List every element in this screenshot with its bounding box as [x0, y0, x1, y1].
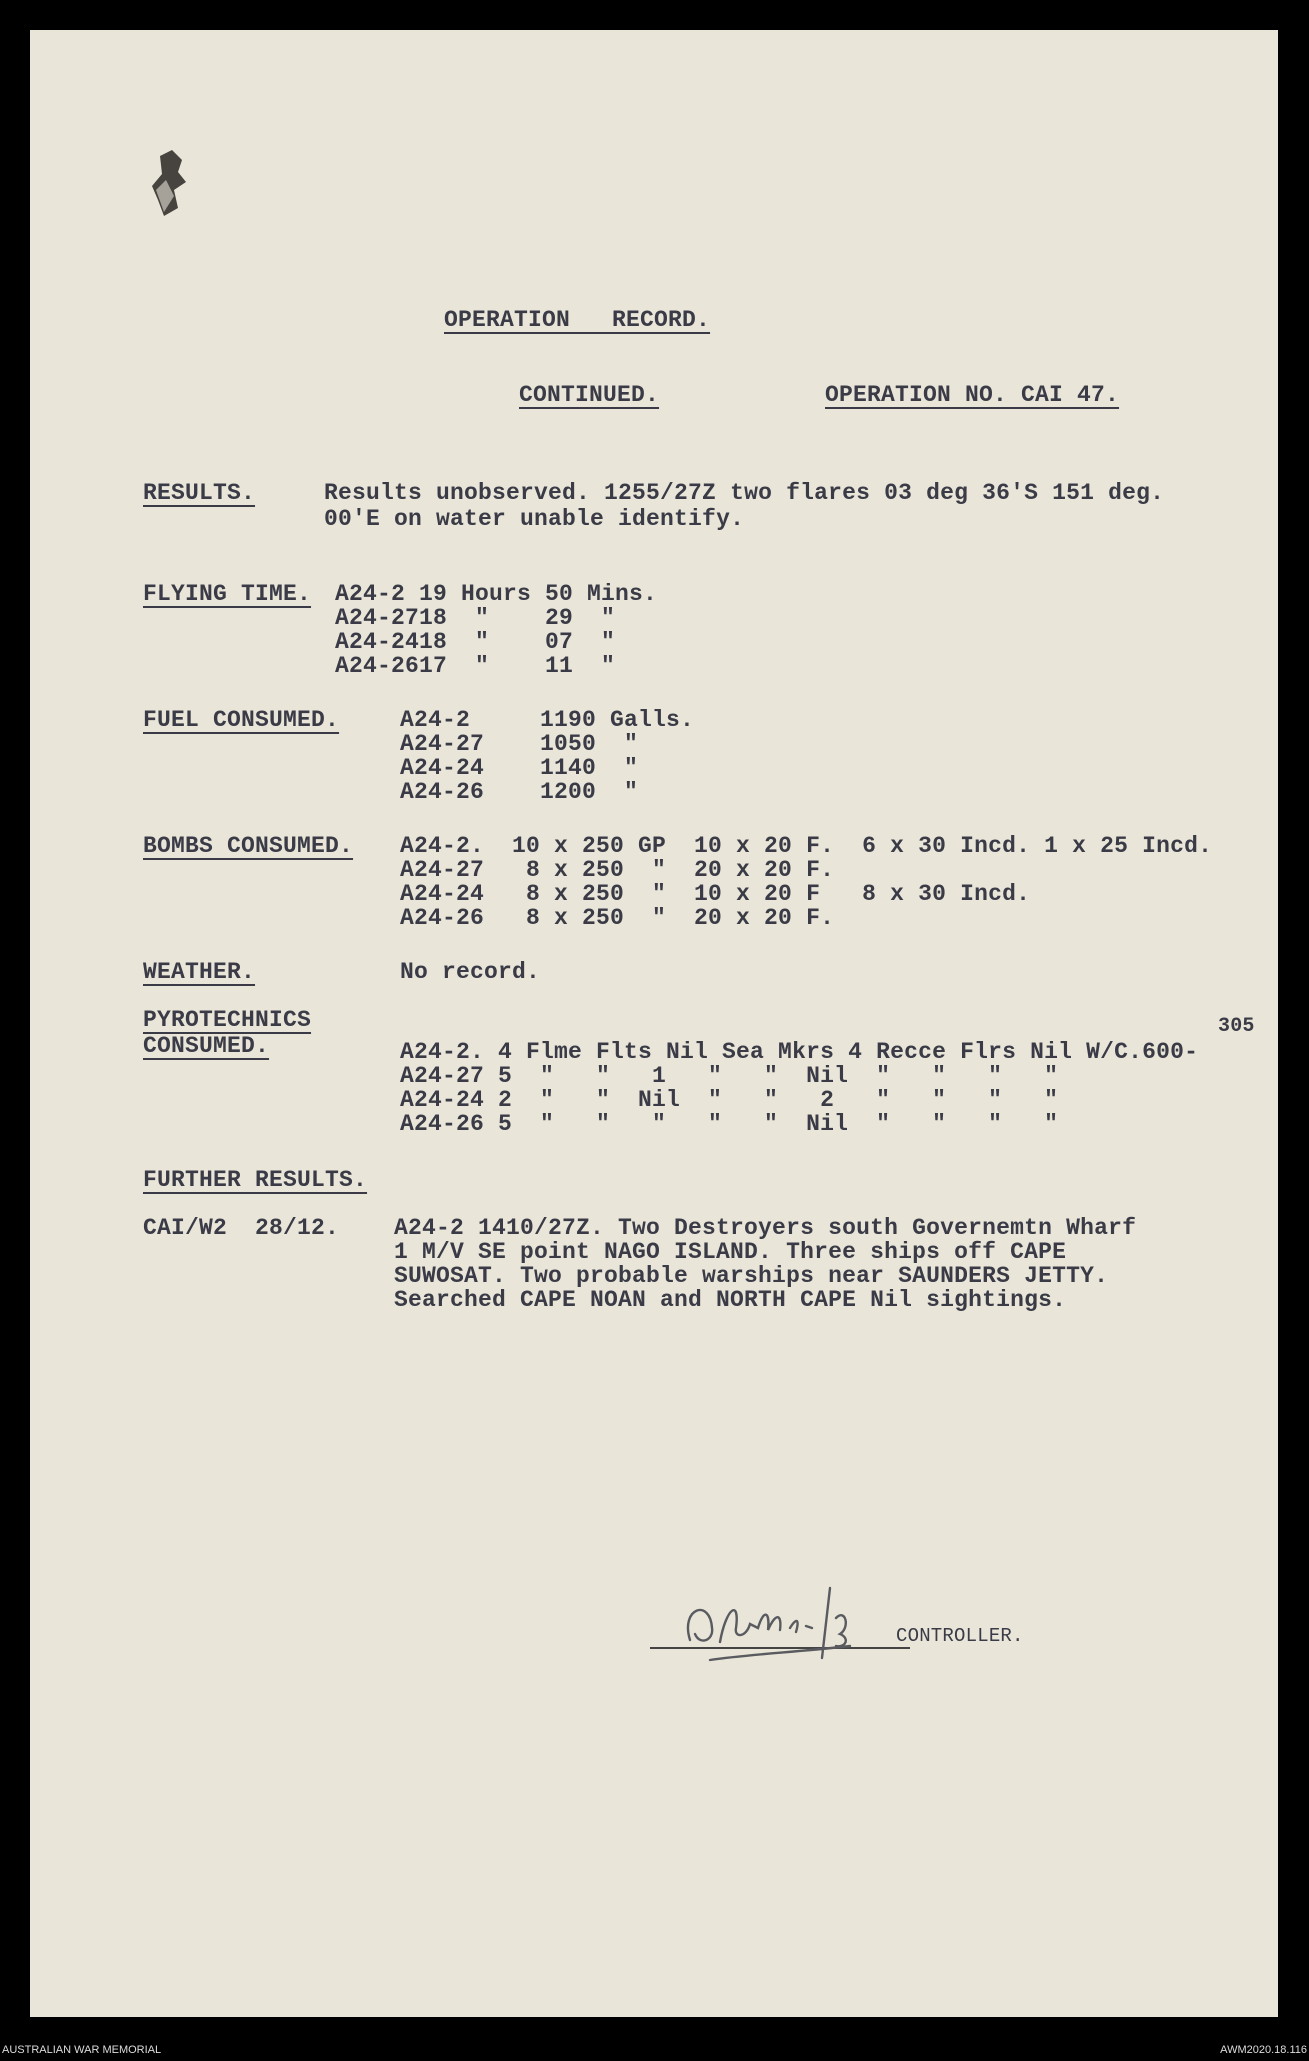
pyrotechnics-label: PYROTECHNICS: [143, 1007, 312, 1033]
operation-number: OPERATION NO. CAI 47.: [825, 382, 1120, 408]
pyrotechnics-row: A24-27 5 " " 1 " " Nil " " " ": [400, 1063, 1059, 1089]
consumed-label: CONSUMED.: [143, 1033, 270, 1059]
fuel-consumed-label: FUEL CONSUMED.: [143, 707, 340, 733]
weather-value: No record.: [400, 959, 541, 985]
fuel-row: A24-26 1200 ": [400, 779, 639, 805]
fuel-row: A24-27 1050 ": [400, 731, 639, 757]
page-title: OPERATION RECORD.: [444, 307, 711, 333]
bombs-row: A24-27 8 x 250 " 20 x 20 F.: [400, 857, 835, 883]
pyrotechnics-row: A24-26 5 " " " " " Nil " " " ": [400, 1111, 1059, 1137]
document-page: [30, 30, 1278, 2017]
flying-time-row: A24-2718 " 29 ": [335, 605, 616, 631]
results-line: Results unobserved. 1255/27Z two flares 03 deg 36'S 151 deg.: [324, 480, 1165, 506]
fuel-row: A24-2 1190 Galls.: [400, 707, 695, 733]
further-results-label: FURTHER RESULTS.: [143, 1167, 368, 1193]
flying-time-row: A24-2 19 Hours 50 Mins.: [335, 581, 658, 607]
further-results-line: 1 M/V SE point NAGO ISLAND. Three ships off CAPE: [394, 1239, 1067, 1265]
handwritten-signature: [650, 1568, 930, 1678]
further-results-ref: CAI/W2 28/12.: [143, 1215, 340, 1241]
pyrotechnics-row: A24-24 2 " " Nil " " 2 " " " ": [400, 1087, 1059, 1113]
flying-time-row: A24-2617 " 11 ": [335, 653, 616, 679]
further-results-line: A24-2 1410/27Z. Two Destroyers south Governemtn Wharf: [394, 1215, 1137, 1241]
bombs-consumed-label: BOMBS CONSUMED.: [143, 833, 354, 859]
footer-catalogue-number: AWM2020.18.116: [1220, 2044, 1307, 2056]
bombs-row: A24-26 8 x 250 " 20 x 20 F.: [400, 905, 835, 931]
pyrotechnics-row: A24-2. 4 Flme Flts Nil Sea Mkrs 4 Recce Flrs Nil W/C.600-: [400, 1039, 1199, 1065]
footer-archive-name: AUSTRALIAN WAR MEMORIAL: [2, 2044, 162, 2056]
controller-label: CONTROLLER.: [896, 1625, 1024, 1647]
results-label: RESULTS.: [143, 480, 256, 506]
results-line: 00'E on water unable identify.: [324, 506, 745, 532]
bombs-row: A24-24 8 x 250 " 10 x 20 F 8 x 30 Incd.: [400, 881, 1031, 907]
weather-label: WEATHER.: [143, 959, 256, 985]
flying-time-row: A24-2418 " 07 ": [335, 629, 616, 655]
pyrotechnics-note: 305: [1218, 1015, 1255, 1038]
further-results-line: Searched CAPE NOAN and NORTH CAPE Nil sightings.: [394, 1287, 1067, 1313]
flying-time-label: FLYING TIME.: [143, 581, 312, 607]
page-damage-hole: [152, 150, 192, 220]
bombs-row: A24-2. 10 x 250 GP 10 x 20 F. 6 x 30 Incd. 1 x 25 Incd.: [400, 833, 1213, 859]
further-results-line: SUWOSAT. Two probable warships near SAUNDERS JETTY.: [394, 1263, 1109, 1289]
fuel-row: A24-24 1140 ": [400, 755, 639, 781]
continued-label: CONTINUED.: [519, 382, 660, 408]
